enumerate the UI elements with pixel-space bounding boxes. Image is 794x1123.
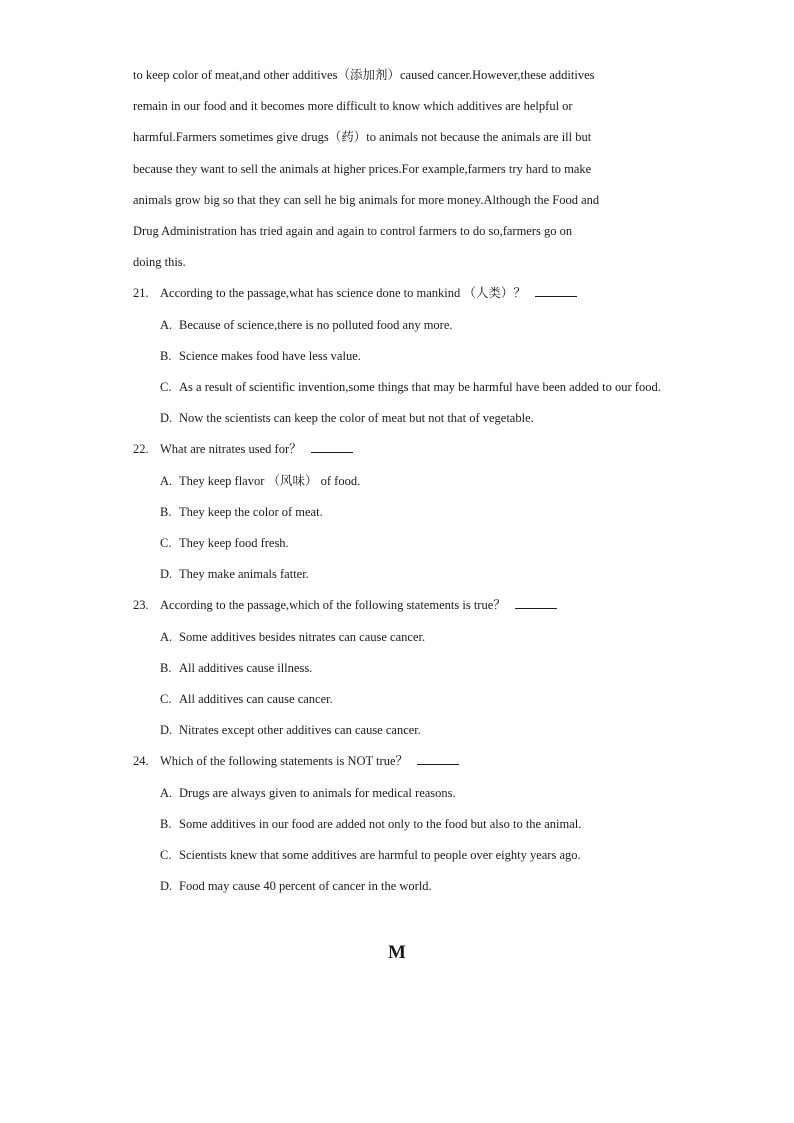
question-stem <box>133 746 663 777</box>
question-number: 22. <box>133 442 149 457</box>
option-c[interactable] <box>133 372 665 403</box>
option-letter: C. <box>160 535 172 550</box>
answer-blank[interactable] <box>515 596 557 609</box>
option-text: Nitrates except other additives can cause cancer. <box>179 723 421 738</box>
question-text: According to the passage,which of the following statements is true？ <box>160 598 506 613</box>
option-a[interactable] <box>133 622 665 653</box>
option-letter: C. <box>160 847 172 862</box>
option-letter: B. <box>160 348 172 363</box>
option-letter: A. <box>160 473 173 488</box>
option-d[interactable] <box>133 871 665 902</box>
option-letter: D. <box>160 723 173 738</box>
option-text: Scientists knew that some additives are harmful to people over eighty years ago. <box>179 847 581 862</box>
option-text: They make animals fatter. <box>179 567 309 582</box>
option-a[interactable] <box>133 466 665 497</box>
passage-line: harmful.Farmers sometimes give drugs（药）to animals not because the animals are ill but <box>133 130 592 145</box>
option-a[interactable] <box>133 310 665 341</box>
answer-blank[interactable] <box>311 440 353 453</box>
question-text: What are nitrates used for？ <box>160 442 302 457</box>
passage <box>133 60 663 278</box>
option-letter: C. <box>160 691 172 706</box>
question-stem <box>133 590 663 621</box>
option-text: They keep food fresh. <box>179 535 289 550</box>
option-text: Science makes food have less value. <box>179 348 361 363</box>
option-b[interactable] <box>133 341 665 372</box>
option-letter: A. <box>160 629 173 644</box>
question-number: 21. <box>133 286 149 301</box>
option-letter: C. <box>160 379 172 394</box>
question-stem <box>133 434 663 465</box>
question-23 <box>133 590 663 746</box>
option-c[interactable] <box>133 684 665 715</box>
passage-line: animals grow big so that they can sell he big animals for more money.Although the Food and <box>133 192 600 207</box>
answer-blank[interactable] <box>417 752 459 765</box>
question-22 <box>133 434 663 590</box>
option-letter: D. <box>160 411 173 426</box>
document-page <box>133 60 663 902</box>
option-letter: A. <box>160 785 173 800</box>
option-text: Some additives in our food are added not only to the food but also to the animal. <box>179 816 582 831</box>
option-text: They keep the color of meat. <box>179 504 323 519</box>
option-text: Now the scientists can keep the color of meat but not that of vegetable. <box>179 411 534 426</box>
passage-line: because they want to sell the animals at higher prices.For example,farmers try hard to make <box>133 161 592 176</box>
option-text: Some additives besides nitrates can cause cancer. <box>179 629 426 644</box>
question-text: Which of the following statements is NOT true？ <box>160 754 408 769</box>
passage-line: doing this. <box>133 255 186 270</box>
question-number: 23. <box>133 598 149 613</box>
option-text: All additives cause illness. <box>179 660 313 675</box>
question-stem <box>133 278 663 309</box>
option-text: Because of science,there is no polluted food any more. <box>179 317 453 332</box>
option-letter: B. <box>160 660 172 675</box>
option-text: They keep flavor （风味） of food. <box>179 473 361 488</box>
passage-line: remain in our food and it becomes more difficult to know which additives are helpful or <box>133 99 573 114</box>
option-text: As a result of scientific invention,some things that may be harmful have been added to our food. <box>179 379 661 394</box>
passage-line: Drug Administration has tried again and again to control farmers to do so,farmers go on <box>133 223 573 238</box>
question-21 <box>133 278 663 434</box>
question-24 <box>133 746 663 902</box>
option-d[interactable] <box>133 403 665 434</box>
option-letter: B. <box>160 816 172 831</box>
option-letter: D. <box>160 567 173 582</box>
passage-line: to keep color of meat,and other additives（添加剂）caused cancer.However,these additives <box>133 68 595 82</box>
option-c[interactable] <box>133 840 665 871</box>
option-letter: B. <box>160 504 172 519</box>
option-b[interactable] <box>133 653 665 684</box>
option-text: All additives can cause cancer. <box>179 691 333 706</box>
footer-mark: M <box>388 942 406 963</box>
option-b[interactable] <box>133 809 665 840</box>
question-text: According to the passage,what has science done to mankind （人类）？ <box>160 286 526 301</box>
answer-blank[interactable] <box>535 284 577 297</box>
option-a[interactable] <box>133 778 665 809</box>
option-text: Food may cause 40 percent of cancer in the world. <box>179 879 432 894</box>
question-number: 24. <box>133 754 149 769</box>
option-letter: A. <box>160 317 173 332</box>
option-b[interactable] <box>133 497 665 528</box>
option-c[interactable] <box>133 528 665 559</box>
option-text: Drugs are always given to animals for medical reasons. <box>179 785 456 800</box>
option-d[interactable] <box>133 559 665 590</box>
option-d[interactable] <box>133 715 665 746</box>
option-letter: D. <box>160 879 173 894</box>
